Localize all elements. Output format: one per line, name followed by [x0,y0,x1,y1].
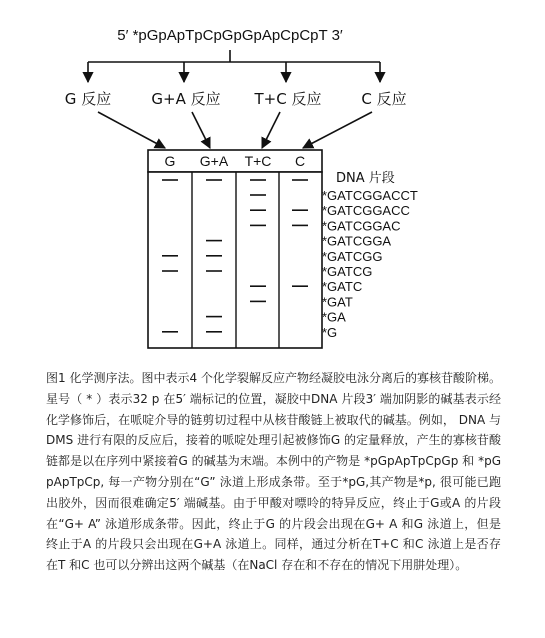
lane-label-g: G [164,153,176,169]
reaction-label-c: C 反应 [361,90,407,108]
sequence-label: 5′ *pGpApTpCpGpGpApCpCpT 3′ [117,27,343,44]
fragment-label: *GATCGGAC [322,218,401,234]
reaction-label-tc: T+C 反应 [254,90,322,108]
fragment-label: *GATC [322,279,363,295]
fragment-label: *GATCGGACC [322,203,410,219]
fragment-label: *GA [322,309,346,325]
fragment-label: *GATCGG [322,248,383,264]
fragment-label: *GATCGGACCT [322,188,418,203]
lane-label-c: C [294,153,306,169]
gel [148,150,322,348]
lane-label-tc: T+C [244,153,272,169]
fragment-list [322,188,418,340]
fragment-label: *G [322,324,338,340]
reaction-label-ga: G+A 反应 [151,90,221,108]
fragments-title: DNA 片段 [336,171,395,186]
fragment-label: *GAT [322,294,353,310]
fragment-label: *GATCG [322,264,373,279]
lane-label-ga: G+A [199,153,229,169]
fragment-label: *GATCGGA [322,233,392,249]
lane-arrows [98,112,372,148]
figure-caption: 图1 化学测序法。图中表示4 个化学裂解反应产物经凝胶电泳分离后的寡核苷酸阶梯。星号（ * ）表示32 p 在5′ 端标记的位置，凝胶中DNA 片段3′ 端加阴影的碱基表示经化学修饰后，在哌啶介导的链剪切过程中从核苷酸链上被取代的碱基。例如， DNA 与DMS 进行有限的反应后，接着的哌啶处理引起被修饰G 的定量释放，产生的寡核苷酸链都是以在序列中紧接着G 的碱基为末端。本例中的产物是 *pGpApTpCpGp 和 *pGpApTpCp, 每一产物分别在“G” 泳道上形成条带。至于*pG,其产物是*p, 很可能已跑出胶外，因而很难确定5′ 端碱基。由于甲酸对嘌呤的特异反应，终止于G或A 的片段在“G+ A” 泳道形成条带。因此，终止于G 的片段会出现在G+ A 和G 泳道上，但是终止于A 的片段只会出现在G+A 泳道上。同样，通过分析在T+C 和C 泳道上是否存在T 和C 也可以分辨出这两个碱基（在NaCl 存在和不存在的情况下用肼处理）。 [46,371,501,573]
branch-lines [88,50,380,82]
gel-body-box [148,172,322,348]
reaction-label-g: G 反应 [64,90,112,108]
